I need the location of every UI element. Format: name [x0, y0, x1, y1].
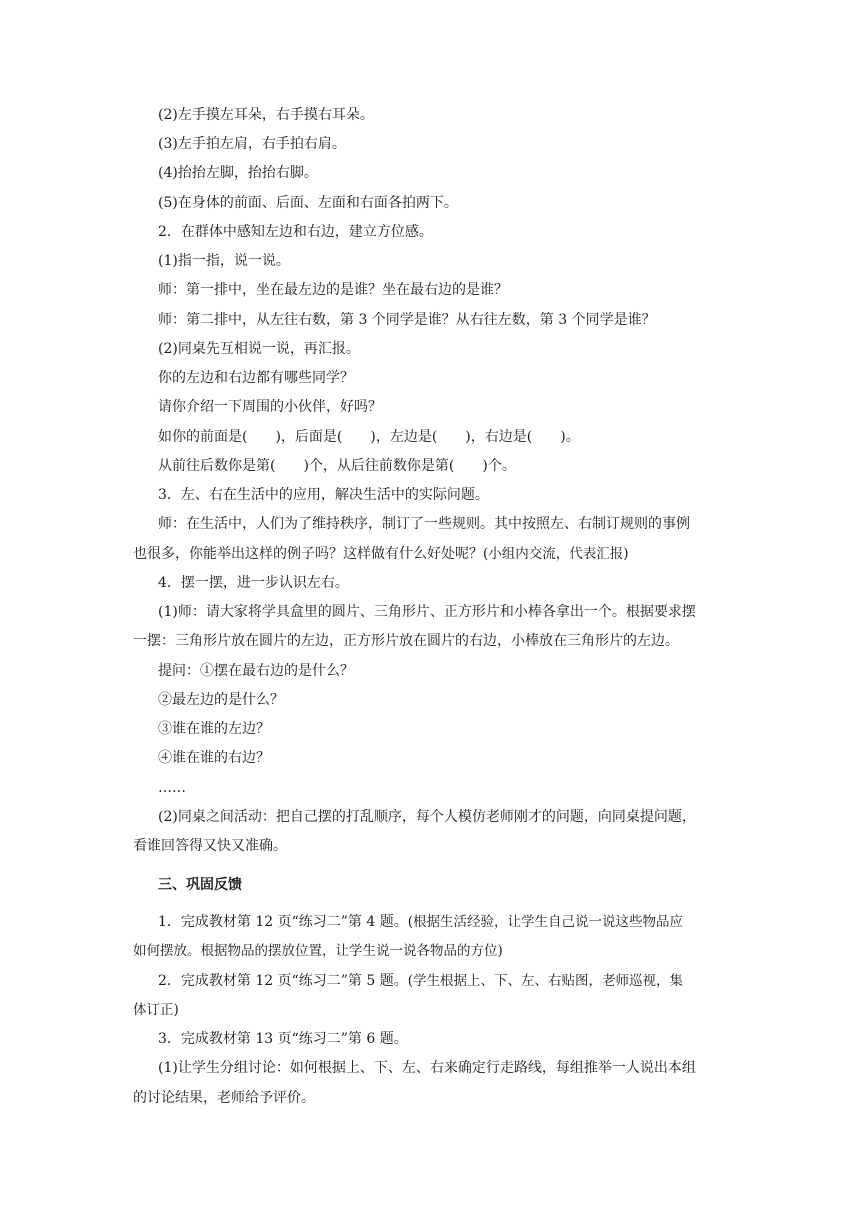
text-line: ③谁在谁的左边？	[158, 721, 270, 737]
text-line: 3．左、右在生活中的应用，解决生活中的实际问题。	[158, 487, 489, 503]
text-line: 师：在生活中，人们为了维持秩序，制订了一些规则。其中按照左、右制订规则的事例	[158, 516, 690, 532]
text-line: 4．摆一摆，进一步认识左右。	[158, 575, 349, 591]
text-note: 如何摆放。根据物品的摆放位置，让学生说一说各物品的方位)	[133, 943, 503, 959]
text-line: (2)左手摸左耳朵，右手摸右耳朵。	[158, 107, 374, 123]
text-line: 看谁回答得又快又准确。	[133, 838, 287, 854]
text-line	[158, 913, 758, 931]
text-line: (2)同桌之间活动：把自己摆的打乱顺序，每个人模仿老师刚才的问题，向同桌提问题，	[158, 809, 696, 825]
text-line: 请你介绍一下周围的小伙伴，好吗？	[158, 399, 382, 415]
text-line: 你的左边和右边都有哪些同学？	[158, 370, 354, 386]
text-note: (根据生活经验，让学生自己说一说这些物品应	[407, 914, 684, 930]
text-line: 师：第二排中，从左往右数，第 3 个同学是谁？从右往左数，第 3 个同学是谁？	[158, 312, 656, 328]
text-note: (小组内交流，代表汇报)	[483, 546, 629, 562]
text-line: 如你的前面是( )，后面是( )，左边是( )，右边是( )。	[158, 429, 580, 445]
section-heading: 三、巩固反馈	[158, 877, 242, 893]
text-line: 师：第一排中，坐在最左边的是谁？坐在最右边的是谁？	[158, 282, 508, 298]
text-line: 从前往后数你是第( )个，从后往前数你是第( )个。	[158, 458, 516, 474]
text-segment: 2．完成教材第 12 页“练习二”第 5 题。	[158, 973, 408, 989]
text-line: ……	[158, 780, 186, 796]
text-line: (1)让学生分组讨论：如何根据上、下、左、右来确定行走路线，每组推举一人说出本组	[158, 1060, 696, 1076]
text-line: (4)抬抬左脚，抬抬右脚。	[158, 165, 318, 181]
text-line: ④谁在谁的右边？	[158, 750, 270, 766]
text-segment: 也很多，你能举出这样的例子吗？这样做有什么好处呢？	[133, 546, 483, 562]
text-line: 一摆：三角形片放在圆片的左边，正方形片放在圆片的右边，小棒放在三角形片的左边。	[133, 633, 679, 649]
text-line: 3．完成教材第 13 页“练习二”第 6 题。	[158, 1031, 408, 1047]
text-line: ②最左边的是什么？	[158, 692, 284, 708]
text-line: (2)同桌先互相说一说，再汇报。	[158, 341, 360, 357]
text-line: 2．在群体中感知左边和右边，建立方位感。	[158, 224, 433, 240]
text-line	[133, 545, 733, 563]
text-note: 体订正)	[133, 1002, 179, 1018]
text-line	[158, 972, 758, 990]
text-segment: 1．完成教材第 12 页“练习二”第 4 题。	[158, 914, 408, 930]
text-line: (5)在身体的前面、后面、左面和右面各拍两下。	[158, 195, 458, 211]
text-line: (3)左手拍左肩，右手拍右肩。	[158, 136, 346, 152]
text-line: 的讨论结果，老师给予评价。	[133, 1090, 315, 1106]
text-line: 提问：①摆在最右边的是什么？	[158, 663, 354, 679]
text-line: (1)指一指，说一说。	[158, 253, 290, 269]
text-line: (1)师：请大家将学具盒里的圆片、三角形片、正方形片和小棒各拿出一个。根据要求摆	[158, 604, 696, 620]
text-note: (学生根据上、下、左、右贴图，老师巡视，集	[407, 973, 684, 989]
